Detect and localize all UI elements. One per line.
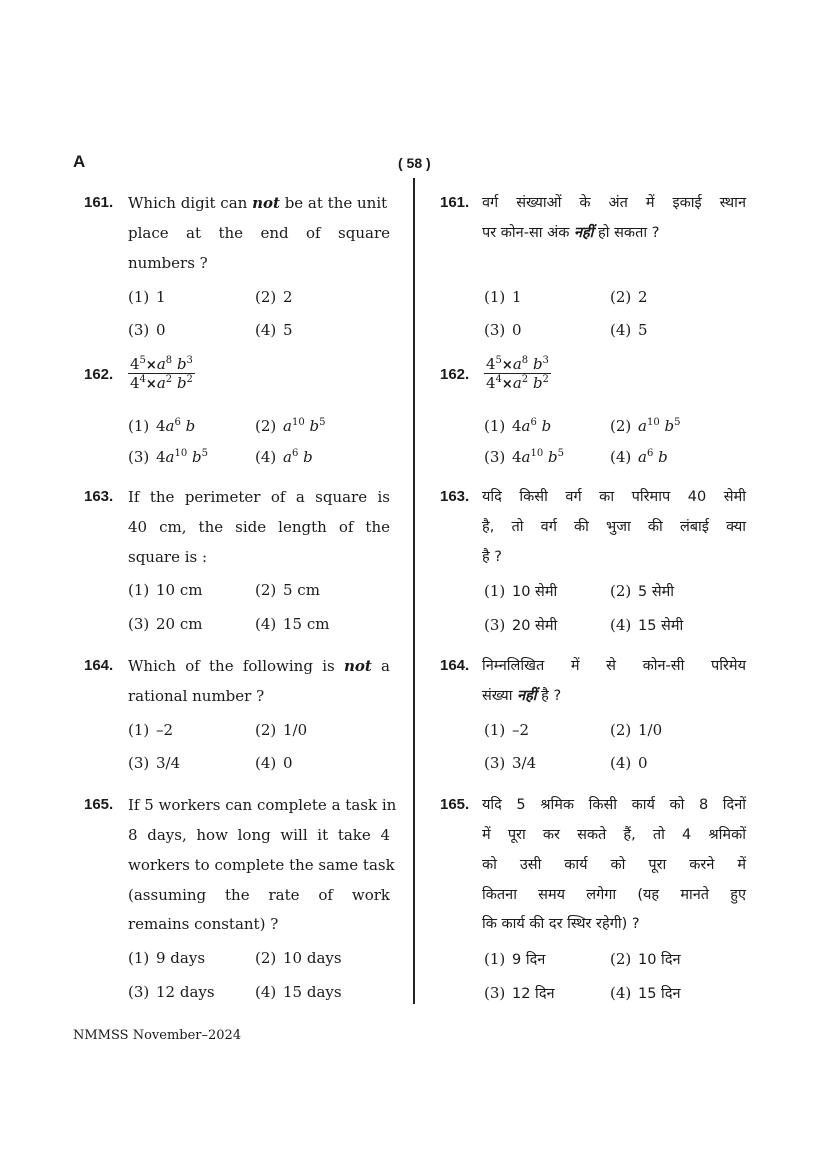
expression-fraction [128,355,195,392]
option-3[interactable]: (3) $4a^{10}$ $b^5$ [128,448,208,466]
question-line-1: निम्नलिखित में से कोन-सी परिमेय [482,658,746,674]
question-line-1: यदि 5 श्रमिक किसी कार्य को 8 दिनों [482,797,746,813]
question-number: 165. [84,796,114,813]
expression-fraction [484,355,551,392]
option-4[interactable]: (4) 15 दिन [610,984,681,1002]
option-2[interactable]: (2) 1/0 [610,721,663,739]
question-line-2: संख्या नहीं है ? [482,688,562,704]
fraction-numerator: $4^5\times a^8$ $b^3$ [486,355,549,373]
question-number: 162. [440,366,470,383]
question-line-1: If 5 workers can complete a task in [128,796,397,814]
option-2[interactable]: (2) 1/0 [255,721,308,739]
option-2[interactable]: (2) $a^{10}$ $b^5$ [255,417,326,435]
fraction-numerator: $4^5\times a^8$ $b^3$ [130,355,193,373]
question-line-1: यदि किसी वर्ग का परिमाप 40 सेमी [482,489,746,505]
option-3[interactable]: (3) 0 [128,321,166,339]
option-3[interactable]: (3) 3/4 [128,754,181,772]
option-4[interactable]: (4) 15 सेमी [610,616,684,634]
option-3[interactable]: (3) 12 days [128,983,215,1001]
column-divider [413,178,415,1004]
question-line-5: remains constant) ? [128,915,279,933]
option-4[interactable]: (4) 15 days [255,983,342,1001]
question-line-2: है, तो वर्ग की भुजा की लंबाई क्या [482,519,746,535]
option-3[interactable]: (3) 3/4 [484,754,537,772]
question-line-3: workers to complete the same task [128,856,395,874]
question-line-3: numbers ? [128,254,208,272]
option-1[interactable]: (1) $4a^6$ b [128,417,196,435]
question-number: 161. [440,194,470,211]
option-3[interactable]: (3) 12 दिन [484,984,555,1002]
fraction-denominator: $4^4\times a^2$ $b^2$ [486,374,549,392]
option-2[interactable]: (2) $a^{10}$ $b^5$ [610,417,681,435]
question-number: 163. [84,488,114,505]
option-2[interactable]: (2) 2 [255,288,293,306]
option-1[interactable]: (1) 10 cm [128,581,203,599]
question-line-1: If the perimeter of a square is [128,488,390,506]
question-line-3: है ? [482,549,503,565]
set-code: A [73,152,86,171]
option-2[interactable]: (2) 5 सेमी [610,582,675,600]
question-line-4: कितना समय लगेगा (यह मानते हुए [482,887,746,903]
question-number: 162. [84,366,114,383]
option-2[interactable]: (2) 10 days [255,949,342,967]
option-1[interactable]: (1) 10 सेमी [484,582,558,600]
option-2[interactable]: (2) 2 [610,288,648,306]
question-line-3: को उसी कार्य को पूरा करने में [482,857,746,873]
question-line-2: 40 cm, the side length of the [128,518,390,536]
option-1[interactable]: (1) 1 [128,288,166,306]
option-4[interactable]: (4) 15 cm [255,615,330,633]
question-line-1: Which of the following is not a [128,657,390,675]
option-1[interactable]: (1) –2 [484,721,530,739]
question-number: 164. [440,657,470,674]
question-number: 163. [440,488,470,505]
option-3[interactable]: (3) $4a^{10}$ $b^5$ [484,448,564,466]
option-1[interactable]: (1) 9 days [128,949,206,967]
option-4[interactable]: (4) 5 [610,321,648,339]
question-number: 165. [440,796,470,813]
question-line-2: place at the end of square [128,224,390,242]
question-line-5: कि कार्य की दर स्थिर रहेगी) ? [482,916,640,932]
option-3[interactable]: (3) 0 [484,321,522,339]
fraction-denominator: $4^4\times a^2$ $b^2$ [130,374,193,392]
question-line-2: 8 days, how long will it take 4 [128,826,390,844]
option-4[interactable]: (4) 0 [255,754,293,772]
option-2[interactable]: (2) 10 दिन [610,950,681,968]
question-line-2: rational number ? [128,687,265,705]
question-number: 164. [84,657,114,674]
question-line-4: (assuming the rate of work [128,886,390,904]
option-2[interactable]: (2) 5 cm [255,581,320,599]
option-4[interactable]: (4) $a^6$ b [610,448,668,466]
question-line-2: में पूरा कर सकते हैं, तो 4 श्रमिकों [482,827,746,843]
option-4[interactable]: (4) 5 [255,321,293,339]
question-line-3: square is : [128,548,208,566]
option-1[interactable]: (1) 9 दिन [484,950,546,968]
page-number: ( 58 ) [398,155,431,171]
question-number: 161. [84,194,114,211]
option-1[interactable]: (1) $4a^6$ b [484,417,552,435]
option-3[interactable]: (3) 20 सेमी [484,616,558,634]
option-3[interactable]: (3) 20 cm [128,615,203,633]
question-line-1: वर्ग संख्याओं के अंत में इकाई स्थान [482,195,746,211]
question-line-2: पर कोन-सा अंक नहीं हो सकता ? [482,225,660,241]
option-4[interactable]: (4) 0 [610,754,648,772]
option-4[interactable]: (4) $a^6$ b [255,448,313,466]
option-1[interactable]: (1) 1 [484,288,522,306]
footer-exam-name: NMMSS November–2024 [73,1028,242,1043]
option-1[interactable]: (1) –2 [128,721,174,739]
question-line-1: Which digit can not be at the unit [128,194,388,212]
